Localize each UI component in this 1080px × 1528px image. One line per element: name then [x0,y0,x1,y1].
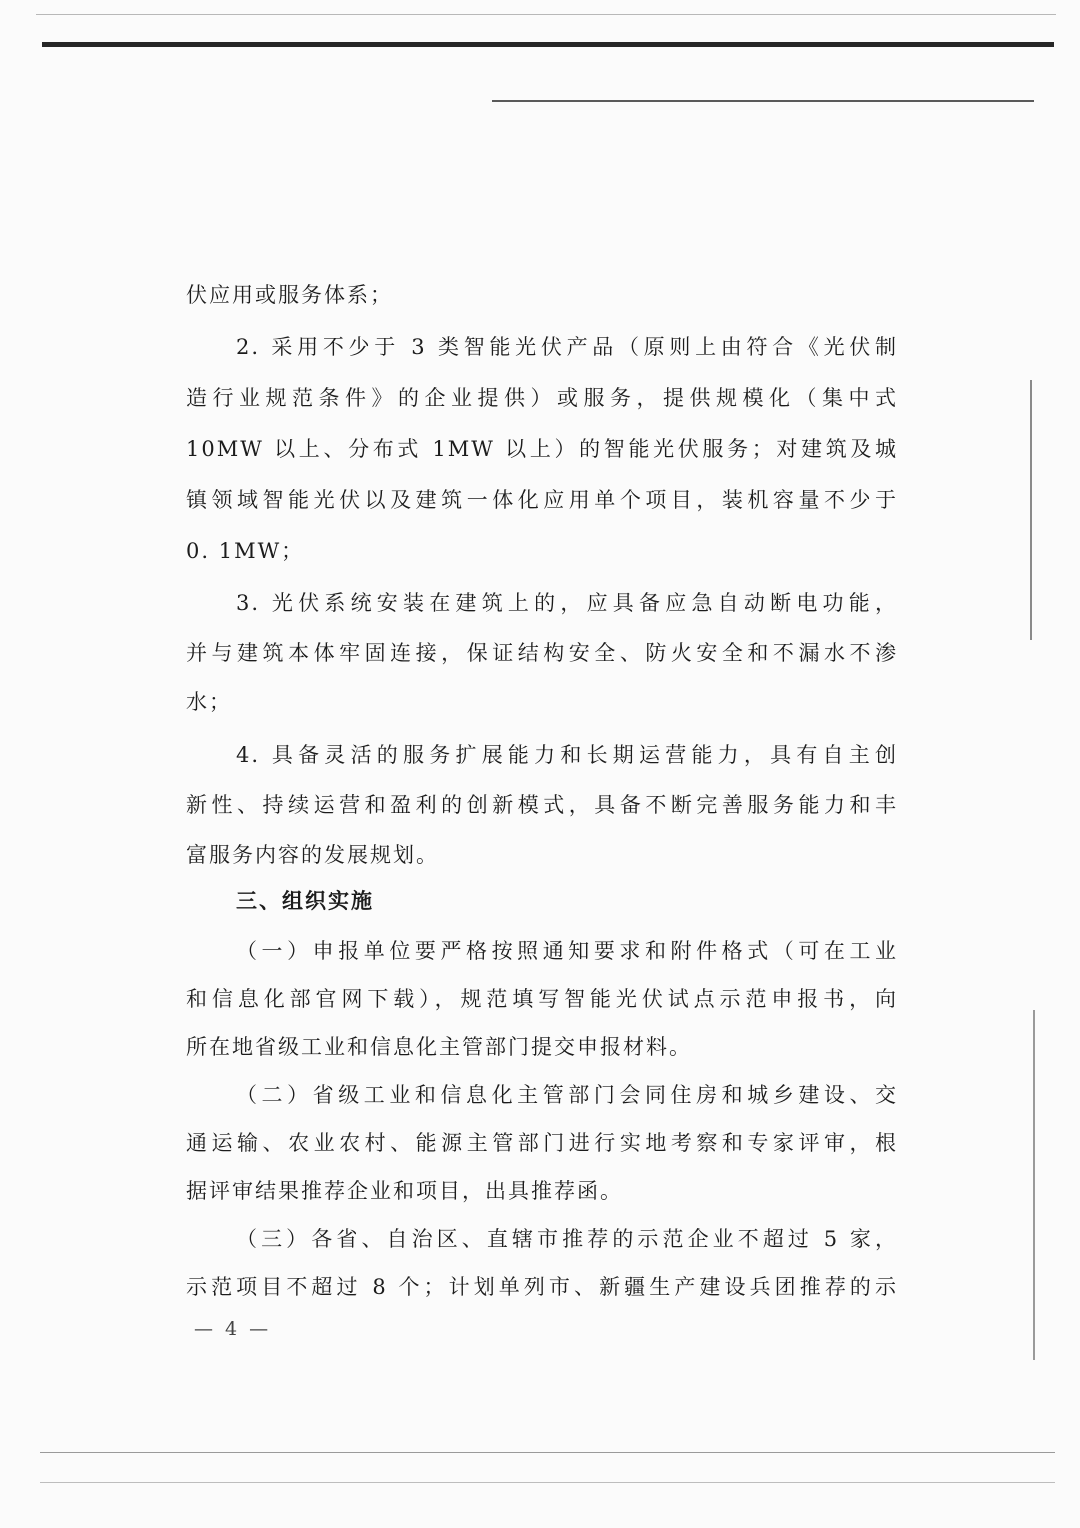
scan-edge-right-lower [1033,1010,1035,1360]
text-line: （一）申报单位要严格按照通知要求和附件格式（可在工业 [236,939,898,963]
text-line: 并与建筑本体牢固连接，保证结构安全、防火安全和不漏水不渗 [186,641,898,665]
text-line: 通运输、农业农村、能源主管部门进行实地考察和专家评审，根 [186,1131,898,1155]
text-line: （二）省级工业和信息化主管部门会同住房和城乡建设、交 [236,1083,898,1107]
text-line: 和信息化部官网下载），规范填写智能光伏试点示范申报书，向 [186,987,898,1011]
header-rule-thick [42,42,1054,47]
text-line: 新性、持续运营和盈利的创新模式，具备不断完善服务能力和丰 [186,793,898,817]
text-line: 3. 光伏系统安装在建筑上的，应具备应急自动断电功能， [236,591,898,615]
text-line: 示范项目不超过 8 个；计划单列市、新疆生产建设兵团推荐的示 [186,1275,898,1299]
page-number: — 4 — [194,1318,272,1340]
section-heading: 三、组织实施 [236,888,374,913]
text-line: 水； [186,690,232,714]
header-rule-thin [492,100,1034,102]
text-line: 4. 具备灵活的服务扩展能力和长期运营能力，具有自主创 [236,743,898,767]
text-line: 0. 1MW； [186,539,305,563]
scan-border-bottom-upper [40,1452,1055,1453]
scan-border-bottom-lower [40,1482,1055,1483]
text-line: 富服务内容的发展规划。 [186,843,439,867]
text-line: （三）各省、自治区、直辖市推荐的示范企业不超过 5 家， [236,1227,898,1251]
text-line: 2. 采用不少于 3 类智能光伏产品（原则上由符合《光伏制 [236,335,898,359]
scan-edge-right-upper [1030,380,1032,640]
scan-border-top [36,14,1056,15]
text-line: 所在地省级工业和信息化主管部门提交申报材料。 [186,1035,692,1059]
text-line: 镇领域智能光伏以及建筑一体化应用单个项目，装机容量不少于 [186,488,898,512]
text-line: 10MW 以上、分布式 1MW 以上）的智能光伏服务；对建筑及城 [186,437,898,461]
text-line: 造行业规范条件》的企业提供）或服务，提供规模化（集中式 [186,386,898,410]
text-line: 伏应用或服务体系； [186,283,393,307]
text-line: 据评审结果推荐企业和项目，出具推荐函。 [186,1179,623,1203]
